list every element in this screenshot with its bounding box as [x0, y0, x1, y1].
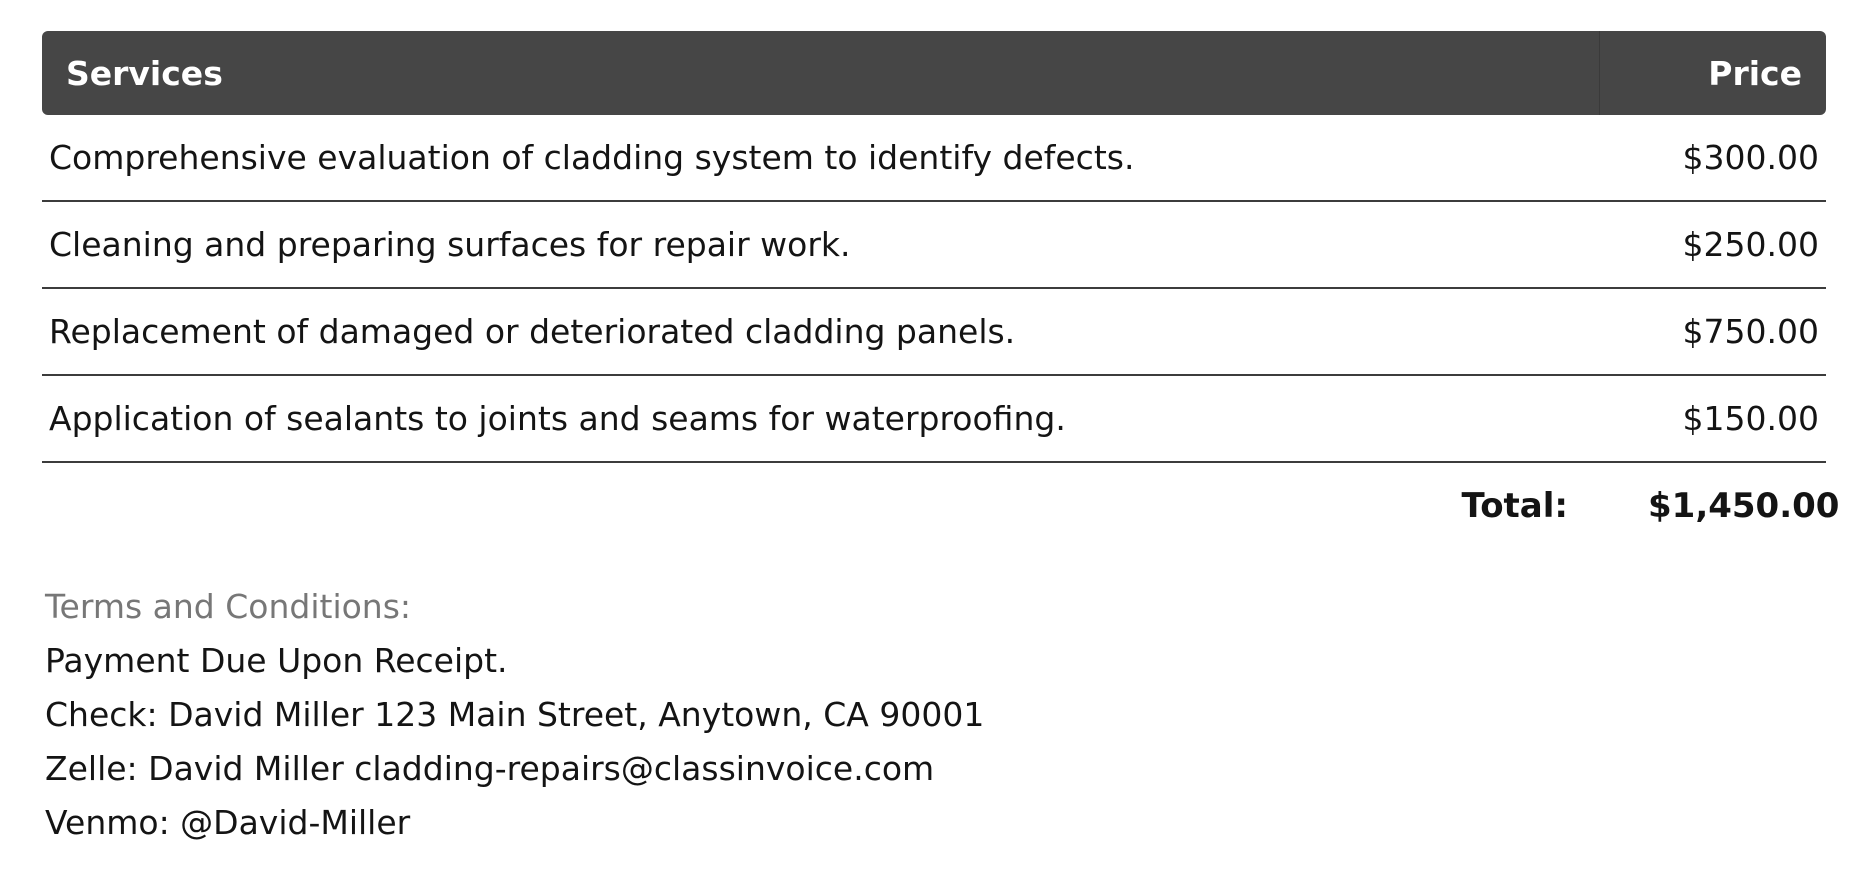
- terms-and-conditions: [45, 580, 984, 850]
- service-price: $250.00: [1600, 201, 1827, 288]
- table-body: [42, 115, 1826, 462]
- total-row: [42, 463, 1840, 548]
- table-row: [42, 375, 1826, 462]
- table-row: [42, 115, 1826, 201]
- service-description: Cleaning and preparing surfaces for repair work.: [42, 201, 1600, 288]
- total-value: $1,450.00: [1648, 485, 1840, 526]
- zelle-payment-info: Zelle: David Miller cladding-repairs@classinvoice.com: [45, 749, 935, 788]
- service-description: Comprehensive evaluation of cladding system to identify defects.: [42, 115, 1600, 201]
- header-row: [42, 31, 1826, 115]
- table-row: [42, 288, 1826, 375]
- total-label: Total:: [1461, 485, 1568, 526]
- price-column-header: Price: [1708, 53, 1802, 93]
- check-payment-info: Check: David Miller 123 Main Street, Anytown, CA 90001: [45, 695, 985, 734]
- terms-heading: Terms and Conditions:: [45, 587, 412, 626]
- venmo-payment-info: Venmo: @David-Miller: [45, 803, 411, 842]
- table-row: [42, 201, 1826, 288]
- service-price: $150.00: [1600, 375, 1827, 462]
- services-table: [42, 31, 1826, 463]
- service-description: Replacement of damaged or deteriorated cladding panels.: [42, 288, 1600, 375]
- services-column-header: Services: [42, 31, 1600, 115]
- table-header: [42, 31, 1826, 115]
- service-price: $750.00: [1600, 288, 1827, 375]
- service-price: $300.00: [1600, 115, 1827, 201]
- service-description: Application of sealants to joints and seams for waterproofing.: [42, 375, 1600, 462]
- invoice-services-section: [42, 31, 1840, 548]
- payment-due-note: Payment Due Upon Receipt.: [45, 641, 508, 680]
